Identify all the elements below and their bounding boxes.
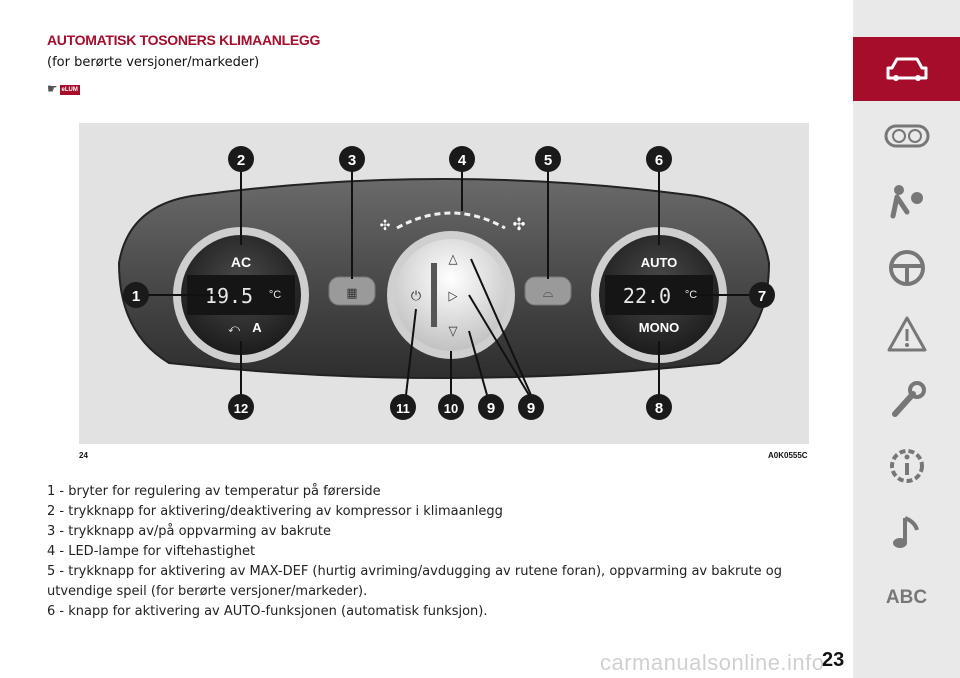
sidebar-item-multimedia[interactable] (853, 500, 960, 564)
car-icon (884, 54, 930, 84)
airbag-person-icon (887, 182, 927, 222)
callout-10: 10 (443, 401, 459, 416)
front-defrost-icon: ⌓ (542, 286, 554, 301)
legend-item: 6 - knapp for aktivering av AUTO-funksjonen (automatisk funksjon). (47, 604, 488, 619)
figure-code: A0K0555C (768, 451, 808, 460)
sidebar-item-maintenance[interactable] (853, 368, 960, 432)
figure-number: 24 (79, 451, 88, 460)
page-number: 23 (822, 649, 845, 671)
section-title: AUTOMATISK TOSONERS KLIMAANLEGG (47, 32, 321, 48)
callout-9b: 9 (526, 400, 536, 417)
right-arrow-icon: ▷ (448, 289, 458, 304)
right-auto-label: AUTO (640, 255, 678, 270)
power-icon: ⏻ (410, 289, 422, 304)
music-note-icon (889, 512, 925, 552)
callout-12: 12 (233, 401, 249, 416)
legend-item: 4 - LED-lampe for viftehastighet (47, 544, 256, 559)
pointing-hand-icon: ☛ (47, 82, 58, 97)
down-arrow-icon: ▽ (448, 324, 458, 339)
left-temp-unit: °C (268, 289, 282, 301)
warning-triangle-icon (886, 315, 928, 353)
sidebar-nav (853, 0, 960, 678)
reference-badge: eLUM (61, 86, 78, 93)
sidebar-item-car[interactable] (853, 37, 960, 101)
rear-defrost-icon: ▦ (346, 286, 358, 301)
callout-2: 2 (236, 152, 246, 169)
legend-item: 1 - bryter for regulering av temperatur på førerside (47, 484, 381, 499)
fan-large-icon: ✣ (512, 215, 526, 235)
sidebar-item-index[interactable] (853, 566, 960, 630)
abc-index-label: ABC (885, 587, 928, 608)
callout-5: 5 (543, 152, 553, 169)
left-temp-display: 19.5 (204, 284, 254, 308)
legend-item: 5 - trykknapp for aktivering av MAX-DEF (hurtig avriming/avdugging av rutene foran), oppvarming av bakrute og utvendige speil (for berørte versjoner/markeder). (47, 564, 783, 599)
callout-3: 3 (347, 152, 357, 169)
right-temp-unit: °C (684, 289, 698, 301)
callout-6: 6 (654, 152, 664, 169)
right-mono-label: MONO (638, 320, 680, 335)
sidebar-item-technical[interactable] (853, 434, 960, 498)
callout-9a: 9 (486, 400, 496, 417)
left-ac-label: AC (230, 254, 252, 270)
sidebar-item-safety[interactable] (853, 170, 960, 234)
legend-list (47, 482, 837, 622)
callout-11: 11 (396, 401, 410, 416)
recirculation-icon: ⤺ (228, 322, 240, 335)
callout-1: 1 (131, 288, 141, 305)
wrench-icon (887, 380, 927, 420)
sidebar-item-warnings[interactable] (853, 302, 960, 366)
climate-panel-figure (79, 123, 809, 444)
fan-small-icon: ✣ (379, 218, 391, 234)
info-gear-icon (886, 445, 928, 487)
right-temp-display: 22.0 (622, 284, 672, 308)
legend-item: 3 - trykknapp av/på oppvarming av bakrute (47, 524, 332, 539)
gauges-icon (883, 121, 931, 151)
left-a-label: A (252, 320, 262, 335)
watermark: carmanualsonline.info (600, 650, 825, 675)
reference-marker (47, 82, 80, 97)
callout-4: 4 (457, 152, 467, 169)
up-arrow-icon: △ (448, 252, 458, 267)
legend-item: 2 - trykknapp for aktivering/deaktivering av kompressor i klimaanlegg (47, 504, 503, 519)
section-subtitle: (for berørte versjoner/markeder) (47, 55, 260, 70)
sidebar-item-driving[interactable] (853, 236, 960, 300)
callout-7: 7 (757, 288, 767, 305)
callout-8: 8 (654, 400, 664, 417)
sidebar-item-gauges[interactable] (853, 104, 960, 168)
steering-wheel-icon (887, 248, 927, 288)
